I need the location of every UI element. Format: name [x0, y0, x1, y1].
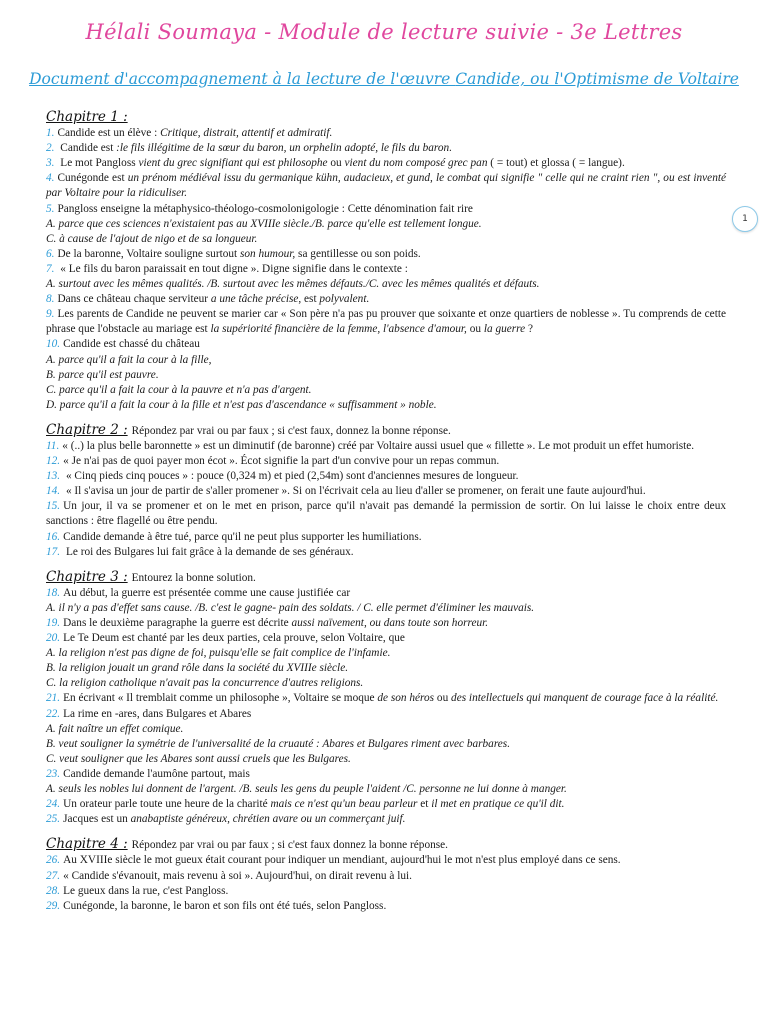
- text-run: la guerre: [483, 323, 526, 336]
- question-number: 13.: [46, 470, 61, 483]
- question-item: [46, 337, 726, 352]
- answer-option: [46, 722, 726, 737]
- question-number: 26.: [46, 854, 61, 867]
- text-run: C. parce qu'il a fait la cour à la pauvre et n'a pas d'argent.: [46, 383, 312, 396]
- question-item: [46, 586, 726, 601]
- subtitle-work: Candide, ou l'Optimisme: [455, 70, 649, 88]
- text-run: Jacques est un: [63, 813, 131, 826]
- text-run: Un orateur parle toute une heure de la charité: [63, 798, 271, 811]
- question-number: 24.: [46, 798, 61, 811]
- question-number: 28.: [46, 884, 61, 897]
- subtitle-prefix: Document d'accompagnement à la lecture de l'œuvre: [29, 70, 456, 88]
- text-run: , est: [298, 293, 320, 306]
- text-run: son humour,: [239, 247, 296, 260]
- chapter-heading: [46, 837, 726, 853]
- text-run: Un jour, il va se promener et on le met en prison, parce qu'il n'avait pas demandé la permission de sortir. On lui laisse le choix entre deux sanctions : être flagellé ou être pendu.: [46, 500, 726, 528]
- text-run: sa gentillesse ou son poids.: [295, 247, 421, 260]
- text-run: « Cinq pieds cinq pouces » : pouce (0,324 m) et pied (2,54m) sont d'anciennes mesures de longueur.: [63, 470, 519, 483]
- text-run: C. à cause de l'ajout de nigo et de sa longueur.: [46, 232, 258, 245]
- answer-option: [46, 232, 726, 247]
- question-number: 2.: [46, 142, 55, 155]
- chapter-title: Chapitre 2 :: [46, 421, 128, 438]
- answer-option: [46, 277, 726, 292]
- text-run: La rime en -ares, dans Bulgares et Abares: [63, 707, 252, 720]
- text-run: :le fils illégitime de la sœur du baron, un orphelin adopté, le fils du baron.: [116, 142, 453, 155]
- question-number: 12.: [46, 455, 61, 468]
- question-number: 3.: [46, 157, 55, 170]
- question-item: [46, 202, 726, 217]
- text-run: Cunégonde, la baronne, le baron et son fils ont été tués, selon Pangloss.: [63, 899, 387, 912]
- text-run: A. parce qu'il a fait la cour à la fille,: [46, 353, 212, 366]
- question-item: [46, 171, 726, 201]
- text-run: la supériorité financière de la femme, l'absence d'amour,: [210, 323, 467, 336]
- question-number: 15.: [46, 500, 61, 513]
- question-item: [46, 454, 726, 469]
- text-run: ou: [434, 692, 452, 705]
- text-run: ?: [525, 323, 533, 336]
- question-number: 8.: [46, 293, 55, 306]
- text-run: Cunégonde est: [57, 172, 128, 185]
- question-number: 29.: [46, 899, 61, 912]
- document-title: Hélali Soumaya - Module de lecture suivie - 3e Lettres: [85, 20, 683, 44]
- text-run: de son héros: [377, 692, 435, 705]
- text-run: D. parce qu'il a fait la cour à la fille et n'est pas d'ascendance « suffisamment » noble.: [46, 398, 437, 411]
- page-number-badge[interactable]: 1: [732, 206, 758, 232]
- text-run: « Il s'avisa un jour de partir de s'aller promener ». Si on l'écrivait cela au lieu d'aller se promener, on ferait une faute aujourd'hui.: [63, 485, 646, 498]
- question-number: 16.: [46, 530, 61, 543]
- question-number: 18.: [46, 586, 61, 599]
- answer-option: [46, 368, 726, 383]
- question-number: 11.: [46, 439, 60, 452]
- text-run: « Candide s'évanouit, mais revenu à soi ». Aujourd'hui, on dirait revenu à lui.: [63, 869, 412, 882]
- text-run: C. la religion catholique n'avait pas la concurrence d'autres religions.: [46, 677, 364, 690]
- question-item: [46, 616, 726, 631]
- text-run: A. parce que ces sciences n'existaient pas au XVIIIe siècle./B. parce qu'elle est tellement longue.: [46, 217, 482, 230]
- text-run: ou: [327, 157, 345, 170]
- text-run: Candide est chassé du château: [63, 338, 200, 351]
- text-run: A. il n'y a pas d'effet sans cause. /B. c'est le gagne- pain des soldats. / C. elle permet d'éliminer les mauvais.: [46, 601, 535, 614]
- answer-option: [46, 383, 726, 398]
- text-run: Les parents de Candide ne peuvent se marier car « Son père n'a pas pu prouver que soixante et onze quartiers de noblesse ». Tu comprends de cette phrase que l'obstacle au mariage est: [46, 308, 726, 336]
- text-run: « Le fils du baron paraissait en tout digne ». Digne signifie dans le contexte :: [57, 262, 408, 275]
- text-run: A. surtout avec les mêmes qualités. /B. surtout avec les mêmes défauts./C. avec les mêmes qualités et défauts.: [46, 278, 540, 291]
- chapter-heading: [46, 110, 726, 126]
- text-run: A. fait naître un effet comique.: [46, 722, 184, 735]
- text-run: Pangloss enseigne la métaphysico-théologo-cosmolonigologie : Cette dénomination fait rire: [57, 202, 473, 215]
- question-item: [46, 691, 726, 706]
- document-subtitle: [0, 70, 768, 88]
- answer-option: [46, 601, 726, 616]
- text-run: un prénom médiéval issu du germanique kühn, audacieux, et gund, le combat qui signifie " celle qui ne craint rien ", ou est inventé par Voltaire pour la ridiculiser.: [46, 172, 726, 200]
- text-run: vient du grec signifiant qui est philosophe: [138, 157, 328, 170]
- chapter-section: [46, 837, 726, 913]
- text-run: B. veut souligner la symétrie de l'universalité de la cruauté : Abares et Bulgares riment avec barbares.: [46, 737, 511, 750]
- answer-option: [46, 353, 726, 368]
- text-run: Dans ce château chaque serviteur: [57, 293, 211, 306]
- question-item: [46, 767, 726, 782]
- chapter-section: [46, 570, 726, 828]
- chapter-title: Chapitre 3 :: [46, 568, 128, 585]
- subtitle-suffix: de Voltaire: [648, 70, 739, 88]
- question-number: 25.: [46, 813, 61, 826]
- question-item: [46, 484, 726, 499]
- text-run: B. la religion jouait un grand rôle dans la société du XVIIIe siècle.: [46, 662, 349, 675]
- text-run: ou: [466, 323, 484, 336]
- question-number: 21.: [46, 692, 61, 705]
- text-run: Le Te Deum est chanté par les deux parties, cela prouve, selon Voltaire, que: [63, 632, 405, 645]
- question-number: 22.: [46, 707, 61, 720]
- question-number: 5.: [46, 202, 55, 215]
- text-run: mais ce n'est qu'un beau parleur: [270, 798, 418, 811]
- answer-option: [46, 676, 726, 691]
- text-run: Candide est un élève :: [57, 127, 161, 140]
- question-item: [46, 707, 726, 722]
- answer-option: [46, 737, 726, 752]
- text-run: anabaptiste généreux, chrétien avare ou un commerçant juif.: [130, 813, 406, 826]
- chapter-title: Chapitre 4 :: [46, 836, 128, 853]
- question-item: [46, 545, 726, 560]
- question-number: 1.: [46, 127, 55, 140]
- question-item: [46, 247, 726, 262]
- text-run: En écrivant « Il tremblait comme un philosophe », Voltaire se moque: [63, 692, 378, 705]
- question-item: [46, 812, 726, 827]
- answer-option: [46, 217, 726, 232]
- text-run: des intellectuels qui manquent de courage face à la réalité.: [451, 692, 719, 705]
- question-number: 10.: [46, 338, 61, 351]
- text-run: Dans le deuxième paragraphe la guerre est décrite: [63, 617, 292, 629]
- text-run: Le mot Pangloss: [57, 157, 139, 170]
- question-item: [46, 530, 726, 545]
- question-number: 20.: [46, 632, 61, 645]
- chapter-heading: [46, 423, 726, 439]
- question-item: [46, 439, 726, 454]
- question-item: [46, 141, 726, 156]
- text-run: Le gueux dans la rue, c'est Pangloss.: [63, 884, 229, 897]
- question-item: [46, 156, 726, 171]
- question-number: 17.: [46, 545, 61, 558]
- answer-option: [46, 782, 726, 797]
- chapter-instruction: Répondez par vrai ou par faux ; si c'est faux donnez la bonne réponse.: [131, 839, 448, 852]
- question-number: 9.: [46, 308, 55, 321]
- text-run: « Je n'ai pas de quoi payer mon écot ». Écot signifie la part d'un convive pour un repas commun.: [63, 455, 500, 468]
- answer-option: [46, 398, 726, 413]
- text-run: a une tâche précise: [210, 293, 299, 306]
- question-item: [46, 307, 726, 337]
- question-item: [46, 869, 726, 884]
- question-item: [46, 884, 726, 899]
- question-item: [46, 899, 726, 914]
- text-run: Candide demande à être tué, parce qu'il ne peut plus supporter les humiliations.: [63, 530, 422, 543]
- chapter-section: [46, 110, 726, 413]
- question-item: [46, 292, 726, 307]
- question-number: 7.: [46, 262, 55, 275]
- text-run: Le roi des Bulgares lui fait grâce à la demande de ses généraux.: [63, 545, 354, 558]
- question-item: [46, 126, 726, 141]
- text-run: ( = tout) et glossa ( = langue).: [487, 157, 625, 170]
- text-run: Candide est: [57, 142, 117, 155]
- text-run: Au XVIIIe siècle le mot gueux était courant pour indiquer un mendiant, aujourd'hui le mot n'est plus employé dans ce sens.: [63, 854, 621, 867]
- text-run: De la baronne, Voltaire souligne surtout: [57, 247, 240, 260]
- text-run: « (..) la plus belle baronnette » est un diminutif (de baronne) créé par Voltaire aussi usuel que « fillette ». Le mot produit un effet humoriste.: [62, 439, 695, 452]
- question-number: 27.: [46, 869, 61, 882]
- chapter-instruction: Répondez par vrai ou par faux ; si c'est faux, donnez la bonne réponse.: [131, 424, 451, 437]
- answer-option: [46, 646, 726, 661]
- question-item: [46, 631, 726, 646]
- answer-option: [46, 661, 726, 676]
- question-number: 4.: [46, 172, 55, 185]
- question-item: [46, 469, 726, 484]
- text-run: vient du nom composé grec pan: [344, 157, 488, 170]
- question-item: [46, 262, 726, 277]
- document-body: [46, 110, 726, 914]
- question-number: 23.: [46, 767, 61, 780]
- text-run: polyvalent.: [319, 293, 370, 306]
- question-number: 6.: [46, 247, 55, 260]
- chapter-instruction: Entourez la bonne solution.: [131, 571, 256, 584]
- question-item: [46, 797, 726, 812]
- text-run: Au début, la guerre est présentée comme une cause justifiée car: [63, 586, 351, 599]
- chapter-heading: [46, 570, 726, 586]
- text-run: Critique, distrait, attentif et admiratif.: [160, 127, 333, 140]
- text-run: Candide demande l'aumône partout, mais: [63, 767, 250, 780]
- text-run: et: [417, 798, 432, 811]
- text-run: A. seuls les nobles lui donnent de l'argent. /B. seuls les gens du peuple l'aident /C. personne ne lui donne à manger.: [46, 783, 567, 796]
- chapter-title: Chapitre 1 :: [46, 109, 128, 125]
- question-item: [46, 499, 726, 529]
- text-run: aussi naïvement, ou dans toute son horreur.: [291, 617, 489, 629]
- answer-option: [46, 752, 726, 767]
- text-run: A. la religion n'est pas digne de foi, puisqu'elle se fait complice de l'infamie.: [46, 647, 391, 660]
- text-run: il met en pratique ce qu'il dit.: [431, 798, 565, 811]
- question-item: [46, 853, 726, 868]
- text-run: B. parce qu'il est pauvre.: [46, 368, 159, 381]
- text-run: C. veut souligner que les Abares sont aussi cruels que les Bulgares.: [46, 752, 351, 765]
- question-number: 19.: [46, 617, 61, 629]
- question-number: 14.: [46, 485, 61, 498]
- chapter-section: [46, 423, 726, 560]
